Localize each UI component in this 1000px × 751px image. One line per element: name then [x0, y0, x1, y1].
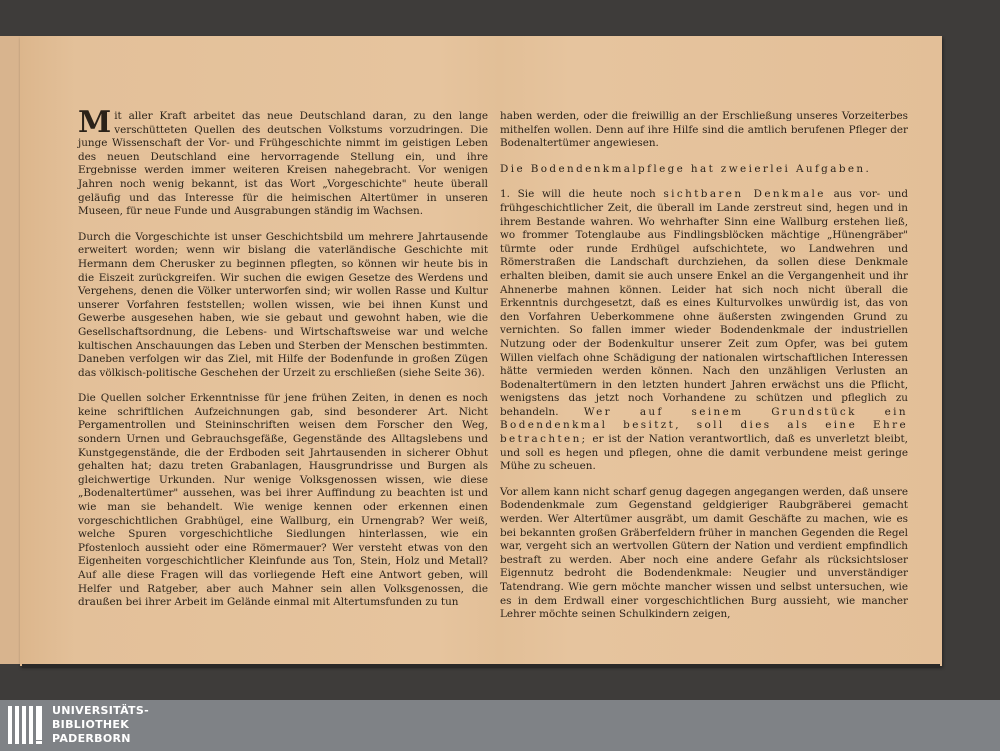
page-shadow: [22, 664, 940, 668]
paragraph: Vor allem kann nicht scharf genug dagegen angegangen werden, daß unsere Bodendenkmale zum Gegenstand geldgieriger Raubgräberei gemacht werden. Wer Altertümer ausgräbt, um damit Geschäfte zu machen, wie es bei bekannten großen Gräberfeldern früher in manchen Gegenden die Regel war, vergeht sich an wertvollen Gütern der Nation und verdient empfindlich bestraft zu werden. Aber noch eine andere Gefahr als rücksichtsloser Eigennutz bedroht die Bodendenkmale: Neugier und unverständiger Tatendrang. Wie gern möchte mancher wissen und selbst untersuchen, wie es in dem Erdwall einer vorgeschichtlichen Burg aussieht, wie mancher Lehrer möchte seinen Schulkindern zeigen,: [500, 485, 908, 621]
section-heading: Die Bodendenkmalpflege hat zweierlei Aufgaben.: [500, 162, 872, 175]
paragraph: Durch die Vorgeschichte ist unser Geschichtsbild um mehrere Jahrtausende erweitert worden; wenn wir bislang die vaterländische Geschichte mit Hermann dem Cherusker zu beginnen pflegten, so können wir heute bis in die Eiszeit zurückgreifen. Wir suchen die ewigen Gesetze des Werdens und Vergehens, denen die Völker unterworfen sind; wir wollen Rasse und Kultur unserer Vorfahren feststellen; wollen wissen, wie bei ihnen Kunst und Gewerbe ausgesehen haben, wie sie gebaut und gewohnt haben, wie die Gesellschaftsordnung, die Lebens- und Wirtschaftsweise war und welche kultischen Anschauungen das Leben und Sterben der Menschen bestimmten. Daneben verfolgen wir das Ziel, mit Hilfe der Bodenfunde in großen Zügen das völkisch-politische Geschehen der Urzeit zu erschließen (siehe Seite 36).: [78, 230, 488, 379]
paragraph: [78, 105, 488, 219]
logo-text-line: UNIVERSITÄTS-: [52, 704, 149, 717]
paragraph-text: it aller Kraft arbeitet das neue Deutschland daran, zu den lange verschütteten Quellen des deutschen Volkstums vorzudringen. Die junge Wissenschaft der Vor- und Frühgeschichte nimmt im geistigen Leben des neuen Deutschland eine hervorragende Stellung ein, und ihre Ergebnisse werden immer weiteren Kreisen nahegebracht. Vor wenigen Jahren noch wenig bekannt, ist das Wort „Vorgeschichte" heute überall geläufig und das Interesse für die heimischen Altertümer in unseren Museen, für neue Funde und Ausgrabungen ständig im Wachsen.: [78, 110, 488, 218]
book-page: [20, 36, 942, 666]
paragraph-text: 1. Sie will die heute noch: [500, 188, 664, 201]
footer-bar: [0, 700, 1000, 751]
dropcap-letter: M: [78, 105, 112, 140]
emphasized-text: Wer auf seinem Grundstück ein Bodendenkmal besitzt, soll dies als eine Ehre betrachten;: [500, 405, 908, 446]
logo-text-line: PADERBORN: [52, 732, 131, 745]
paragraph-text: aus vor- und frühgeschichtlicher Zeit, die überall im Lande zerstreut sind, hegen und in ihrem Bestande wahren. Wo wehrhafter Sinn eine Wallburg erstehen ließ, wo frommer Totenglaube aus Findlingsblöcken mächtige „Hünengräber" türmte oder runde Erdhügel aufschichtete, wo Landwehren und Römerstraßen die Landschaft durchziehen, da sollen diese Denkmale erhalten bleiben, damit sie auch unsere Enkel an die Vergangenheit und ihr Ahnenerbe mahnen können. Leider hat sich noch nicht überall die Erkenntnis durchgesetzt, daß es eines Kulturvolkes unwürdig ist, das von den Vorfahren Ueberkommene ohne äußersten zwingenden Grund zu vernichten. So fallen immer wieder Bodendenkmale der industriellen Nutzung oder der Bodenkultur unserer Zeit zum Opfer, was bei gutem Willen vielfach ohne Schädigung der nationalen wirtschaftlichen Interessen hätte vermieden werden können. Nach den unzähligen Verlusten an Bodenaltertümern in den letzten hundert Jahren erwächst uns die Pflicht, wenigstens das jetzt noch Vorhandene zu schützen und pfleglich zu behandeln.: [500, 188, 908, 418]
library-logo-icon: [6, 704, 46, 746]
paragraph-text: er ist der Nation verantwortlich, daß es unverletzt bleibt, und soll es hegen und pflegen, ohne die damit verbundene meist geringe Mühe zu scheuen.: [500, 433, 908, 473]
right-text-column: [500, 110, 908, 634]
paragraph: haben werden, oder die freiwillig an der Erschließung unseres Vorzeiterbes mithelfen wollen. Denn auf ihre Hilfe sind die amtlich berufenen Pfleger der Bodenaltertümer angewiesen.: [500, 110, 908, 150]
logo-text-line: BIBLIOTHEK: [52, 718, 130, 731]
left-page-edge: [0, 36, 21, 664]
paragraph: [500, 188, 908, 473]
emphasized-text: sichtbaren Denkmale: [663, 188, 826, 201]
paragraph: Die Quellen solcher Erkenntnisse für jene frühen Zeiten, in denen es noch keine schriftlichen Aufzeichnungen gab, sind besonderer Art. Nicht Pergamentrollen und Steininschriften weisen dem Forscher den Weg, sondern Urnen und Gebrauchsgefäße, Gegenstände des Alltagslebens und Kunstgegenstände, die der Erdboden seit Jahrtausenden in sicherer Obhut gehalten hat; dazu treten Grabanlagen, Hausgrundrisse und Burgen als gleichwertige Urkunden. Nur wenige Volksgenossen wissen, wie diese „Bodenaltertümer" aussehen, was bei ihrer Auffindung zu beachten ist und wie man sie behandelt. Wie wenige kennen oder erkennen einen vorgeschichtlichen Grabhügel, eine Wallburg, ein Urnengrab? Wer weiß, welche Spuren vorgeschichtliche Siedlungen hinterlassen, wie ein Pfostenloch aussieht oder eine Römermauer? Wer versteht etwas von den Eigenheiten vorgeschichtlicher Kleinfunde aus Ton, Stein, Holz und Metall? Auf alle diese Fragen will das vorliegende Heft eine Antwort geben, will Helfer und Ratgeber, aber auch Mahner sein allen Volksgenossen, die draußen bei ihrer Arbeit im Gelände einmal mit Altertumsfunden zu tun: [78, 392, 488, 609]
left-text-column: [78, 105, 488, 622]
